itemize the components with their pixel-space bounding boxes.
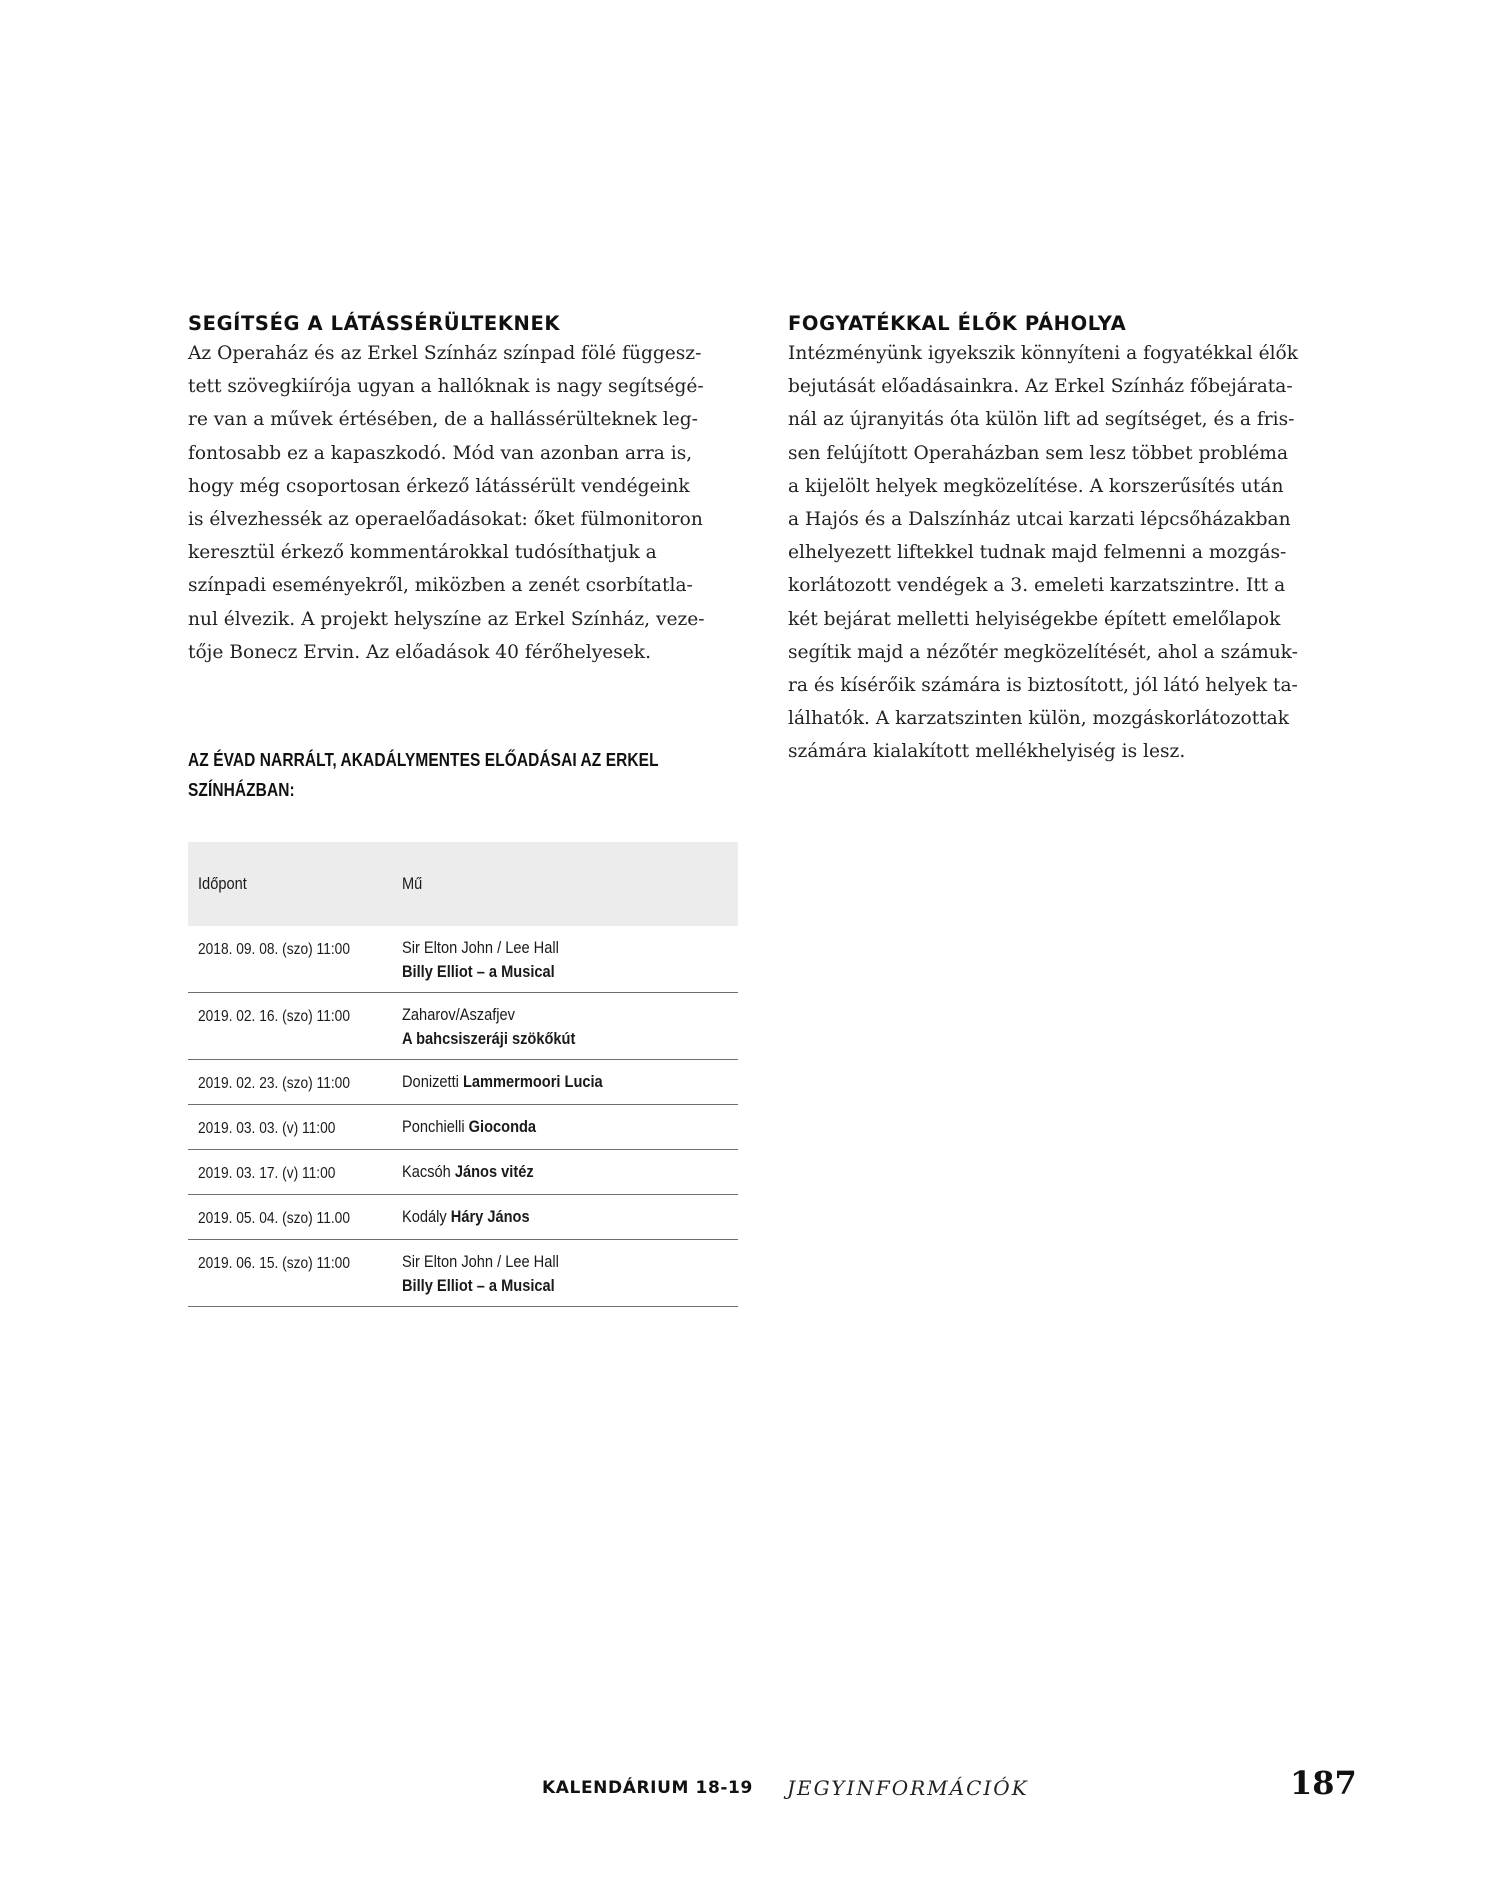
text-line: bejutását előadásainkra. Az Erkel Színház főbejárata- (788, 376, 1293, 398)
text-line: két bejárat melletti helyiségekbe épített emelőlapok (788, 608, 1281, 630)
page-number: 187 (1290, 1764, 1357, 1802)
text-line: tője Bonecz Ervin. Az előadások 40 férőhelyesek. (188, 641, 651, 663)
left-column (188, 311, 748, 669)
text-line: Az Operaház és az Erkel Színház színpad fölé függesz- (188, 343, 702, 364)
text-line: tett szövegkiírója ugyan a hallóknak is nagy segítségé- (188, 376, 704, 398)
performance-date: 2019. 03. 17. (v) 11:00 (188, 1150, 390, 1195)
performance-work (390, 1195, 738, 1240)
text-line: színpadi eseményekről, miközben a zenét csorbítatla- (188, 575, 693, 597)
table-row (188, 1240, 738, 1307)
schedule-table (188, 842, 738, 1307)
performance-date: 2019. 02. 16. (szo) 11:00 (188, 993, 390, 1060)
work-title: Gioconda (468, 1117, 537, 1136)
page-footer (0, 1764, 1497, 1810)
section-body-visually-impaired (188, 337, 748, 669)
text-line: keresztül érkező kommentárokkal tudósíthatjuk a (188, 542, 657, 564)
text-line: fontosabb ez a kapaszkodó. Mód van azonban arra is, (188, 442, 693, 464)
performance-date: 2019. 06. 15. (szo) 11:00 (188, 1240, 390, 1307)
text-line: nál az újranyitás óta külön lift ad segítséget, és a fris- (788, 409, 1295, 431)
composer-name: Donizetti (402, 1072, 459, 1091)
performance-work (390, 1060, 738, 1105)
text-line: korlátozott vendégek a 3. emeleti karzatszintre. Itt a (788, 575, 1286, 597)
text-line: nul élvezik. A projekt helyszíne az Erkel Színház, veze- (188, 608, 705, 630)
text-line: ra és kísérőik számára is biztosított, jól látó helyek ta- (788, 675, 1298, 697)
table-row (188, 1150, 738, 1195)
text-line: a kijelölt helyek megközelítése. A korszerűsítés után (788, 475, 1284, 497)
text-line: Intézményünk igyekszik könnyíteni a fogyatékkal élők (788, 343, 1299, 364)
composer-name: Kodály (402, 1207, 447, 1226)
column-header-work: Mű (390, 842, 738, 926)
schedule-body (188, 926, 738, 1307)
composer-name: Kacsóh (402, 1162, 451, 1181)
performance-work (390, 1105, 738, 1150)
performance-work (390, 926, 738, 993)
table-row (188, 1060, 738, 1105)
schedule-heading (188, 745, 670, 805)
schedule-heading-line: SZÍNHÁZBAN: (188, 780, 295, 800)
text-line: számára kialakított mellékhelyiség is lesz. (788, 741, 1186, 763)
table-row (188, 1195, 738, 1240)
work-title: János vitéz (454, 1162, 534, 1181)
performance-work (390, 1240, 738, 1307)
section-heading-visually-impaired: SEGÍTSÉG A LÁTÁSSÉRÜLTEKNEK (188, 312, 561, 335)
text-line: sen felújított Operaházban sem lesz többet probléma (788, 442, 1289, 464)
text-line: a Hajós és a Dalszínház utcai karzati lépcsőházakban (788, 509, 1291, 531)
performance-date: 2019. 03. 03. (v) 11:00 (188, 1105, 390, 1150)
table-row (188, 1105, 738, 1150)
schedule-heading-line: AZ ÉVAD NARRÁLT, AKADÁLYMENTES ELŐADÁSAI AZ ERKEL (188, 750, 659, 770)
performance-work (390, 1150, 738, 1195)
text-line: lálhatók. A karzatszinten külön, mozgáskorlátozottak (788, 708, 1290, 730)
work-title: Háry János (450, 1207, 530, 1226)
section-heading-disabled-box: FOGYATÉKKAL ÉLŐK PÁHOLYA (788, 312, 1127, 335)
column-header-date: Időpont (188, 842, 390, 926)
text-line: re van a művek értésében, de a hallássérülteknek leg- (188, 409, 698, 431)
table-row (188, 993, 738, 1060)
text-line: elhelyezett liftekkel tudnak majd felmenni a mozgás- (788, 542, 1287, 564)
text-line: hogy még csoportosan érkező látássérült vendégeink (188, 475, 690, 497)
footer-section-title: JEGYINFORMÁCIÓK (787, 1776, 1029, 1800)
work-title: Billy Elliot – a Musical (402, 962, 555, 981)
performance-date: 2019. 02. 23. (szo) 11:00 (188, 1060, 390, 1105)
work-title: A bahcsiszeráji szökőkút (402, 1029, 576, 1048)
composer-name: Ponchielli (402, 1117, 465, 1136)
composer-name: Sir Elton John / Lee Hall (402, 938, 559, 957)
performance-work (390, 993, 738, 1060)
performance-date: 2018. 09. 08. (szo) 11:00 (188, 926, 390, 993)
performance-date: 2019. 05. 04. (szo) 11.00 (188, 1195, 390, 1240)
composer-name: Zaharov/Aszafjev (402, 1005, 515, 1024)
table-row (188, 926, 738, 993)
section-body-disabled-box (788, 337, 1348, 769)
text-line: segítik majd a nézőtér megközelítését, ahol a számuk- (788, 641, 1298, 663)
text-line: is élvezhessék az operaelőadásokat: őket fülmonitoron (188, 509, 703, 531)
composer-name: Sir Elton John / Lee Hall (402, 1252, 559, 1271)
work-title: Billy Elliot – a Musical (402, 1276, 555, 1295)
right-column (788, 311, 1348, 769)
schedule-header-row (188, 842, 738, 926)
footer-brand: KALENDÁRIUM 18-19 (542, 1778, 753, 1798)
work-title: Lammermoori Lucia (462, 1072, 603, 1091)
